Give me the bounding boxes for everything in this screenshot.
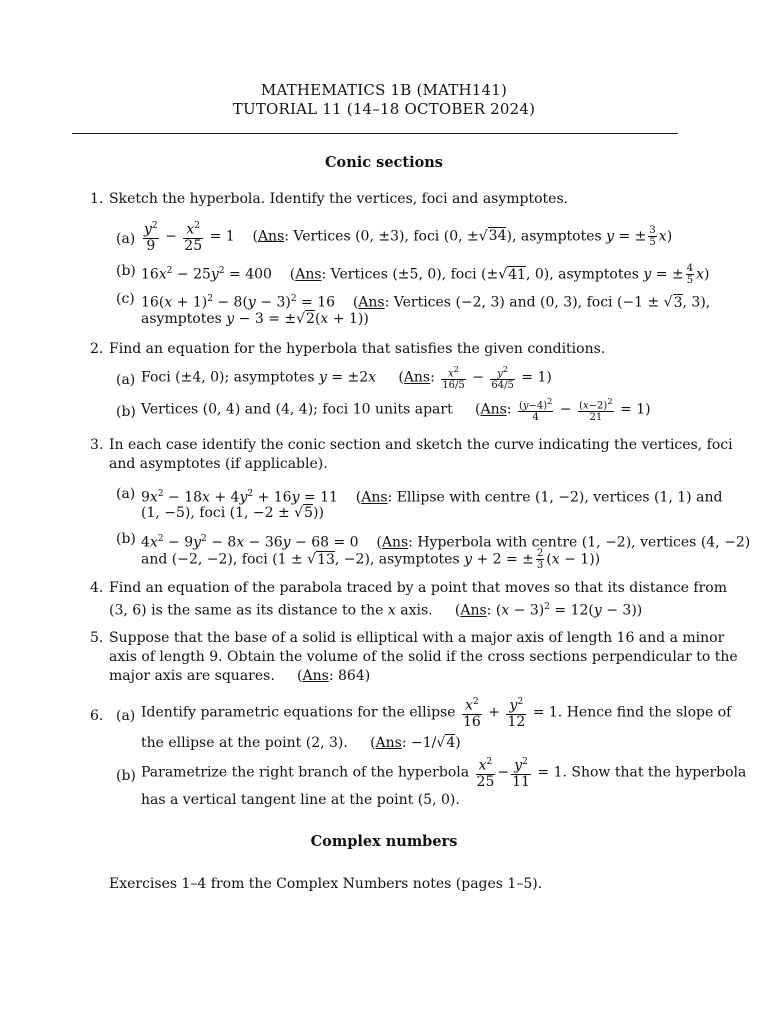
q6a-content-cont: the ellipse at the point (2, 3). (Ans: −1/√4): [141, 735, 461, 751]
q1a-content: $\frac{y^2}{9}$ − $\frac{x^2}{25}$ = 1 (Ans: Vertices (0, ±3), foci (0, ±√34), asymptotes y = ± $\frac{3}{5}$ x): [144, 221, 673, 254]
q2b-content: Vertices (0, 4) and (4, 4); foci 10 units apart (Ans: $\frac{(y-4)^2}{4}$ − $\frac{(x-2)^2}{21}$ = 1): [141, 396, 651, 424]
question-text: the ellipse at the point (2, 3).: [141, 735, 348, 751]
q1b-content: $16x^2 - 25y^2 = 400$ (Ans: Vertices (±5, 0), foci (±√41, 0), asymptotes y = ± $\frac{4}{5}$ x): [141, 263, 710, 287]
question-text: Suppose that the base of a solid is elliptical with a major axis of length 16 and a minor: [109, 630, 725, 646]
question-text: In each case identify the conic section and sketch the curve indicating the vertices, foci: [109, 437, 733, 453]
answer-label: Ans: [460, 602, 487, 619]
question-text: Show that the hyperbola: [571, 764, 747, 781]
question-number: 3.: [90, 437, 104, 453]
question-number: 2.: [90, 341, 104, 357]
question-text: Hence find the slope of: [566, 704, 732, 721]
subpart-label: (b): [116, 531, 136, 547]
q2a-content: Foci (±4, 0); asymptotes y = ±2x (Ans: $\frac{x^2}{16/5}$ − $\frac{y^2}{64/5}$ = 1): [141, 364, 552, 392]
document-title: MATHEMATICS 1B (MATH141): [260, 81, 508, 99]
question-number: 6.: [90, 708, 104, 724]
question-number: 1.: [90, 191, 104, 207]
question-number: 5.: [90, 630, 104, 646]
subpart-label: (a): [116, 486, 136, 502]
subpart-label: (a): [116, 372, 136, 388]
exercise-reference: Exercises 1–4 from the Complex Numbers notes (pages 1–5).: [109, 876, 543, 892]
q3a-content: $9x^2 - 18x + 4y^2 + 16y = 11$ (Ans: Ellipse with centre (1, −2), vertices (1, 1) and: [141, 489, 723, 506]
question-text: Find an equation for the hyperbola that satisfies the given conditions.: [109, 341, 606, 357]
question-text: Sketch the hyperbola. Identify the vertices, foci and asymptotes.: [109, 191, 569, 207]
question-text: axis of length 9. Obtain the volume of the solid if the cross sections perpendicular to the: [109, 649, 738, 665]
answer-label: Ans: [361, 489, 388, 506]
section-heading-complex: Complex numbers: [310, 833, 458, 850]
question-text: Identify parametric equations for the ellipse: [141, 704, 456, 721]
document-subtitle: TUTORIAL 11 (14–18 OCTOBER 2024): [232, 100, 536, 118]
question-text: and asymptotes (if applicable).: [109, 456, 328, 472]
answer-label: Ans: [480, 401, 507, 418]
question-text: Find an equation of the parabola traced by a point that moves so that its distance from: [109, 580, 728, 596]
subpart-label: (b): [116, 404, 136, 420]
answer-label: Ans: [295, 266, 322, 283]
q1c-content-cont: asymptotes y − 3 = ±√2(x + 1)): [141, 311, 369, 327]
question-text: has a vertical tangent line at the point (5, 0).: [141, 792, 460, 808]
section-heading-conic: Conic sections: [325, 154, 443, 171]
answer-label: Ans: [381, 534, 409, 551]
q3b-content: $4x^2 - 9y^2 - 8x - 36y - 68 = 0$ (Ans: Hyperbola with centre (1, −2), vertices (4, −2): [141, 534, 751, 551]
q3a-content-cont: (1, −5), foci (1, −2 ± √5)): [141, 505, 324, 521]
subpart-label: (b): [116, 768, 136, 784]
q6b-content: Parametrize the right branch of the hyperbola $\frac{x^2}{25}$ − $\frac{y^2}{11}$ = 1. Show that the hyperbola: [141, 757, 747, 790]
q6a-content: Identify parametric equations for the ellipse $\frac{x^2}{16}$ + $\frac{y^2}{12}$ = 1. Hence find the slope of: [141, 697, 732, 730]
q1c-content: $16(x + 1)^2 - 8(y - 3)^2 = 16$ (Ans: Vertices (−2, 3) and (0, 3), foci (−1 ± √3, 3),: [141, 294, 711, 311]
q3b-content-cont: and (−2, −2), foci (1 ± √13, −2), asymptotes y + 2 = ± $\frac{2}{3}$ (x − 1)): [141, 548, 601, 571]
question-text: Parametrize the right branch of the hyperbola: [141, 764, 470, 781]
answer-label: Ans: [257, 228, 285, 245]
answer-value: 864: [338, 668, 365, 684]
question-text-cont: major axis are squares. (Ans: 864): [109, 668, 371, 684]
answer-label: Ans: [403, 369, 431, 386]
question-number: 4.: [90, 580, 104, 596]
subpart-label: (b): [116, 263, 136, 279]
header-divider: [72, 133, 678, 134]
answer-label: Ans: [375, 735, 402, 751]
question-text-cont: (3, 6) is the same as its distance to the x axis. (Ans: $(x - 3)^2 = 12(y - 3)$): [109, 602, 643, 619]
subpart-label: (c): [116, 291, 135, 307]
subpart-label: (a): [116, 708, 136, 724]
subpart-label: (a): [116, 231, 136, 247]
answer-label: Ans: [302, 668, 329, 684]
question-text: major axis are squares.: [109, 668, 275, 684]
answer-label: Ans: [358, 294, 385, 311]
